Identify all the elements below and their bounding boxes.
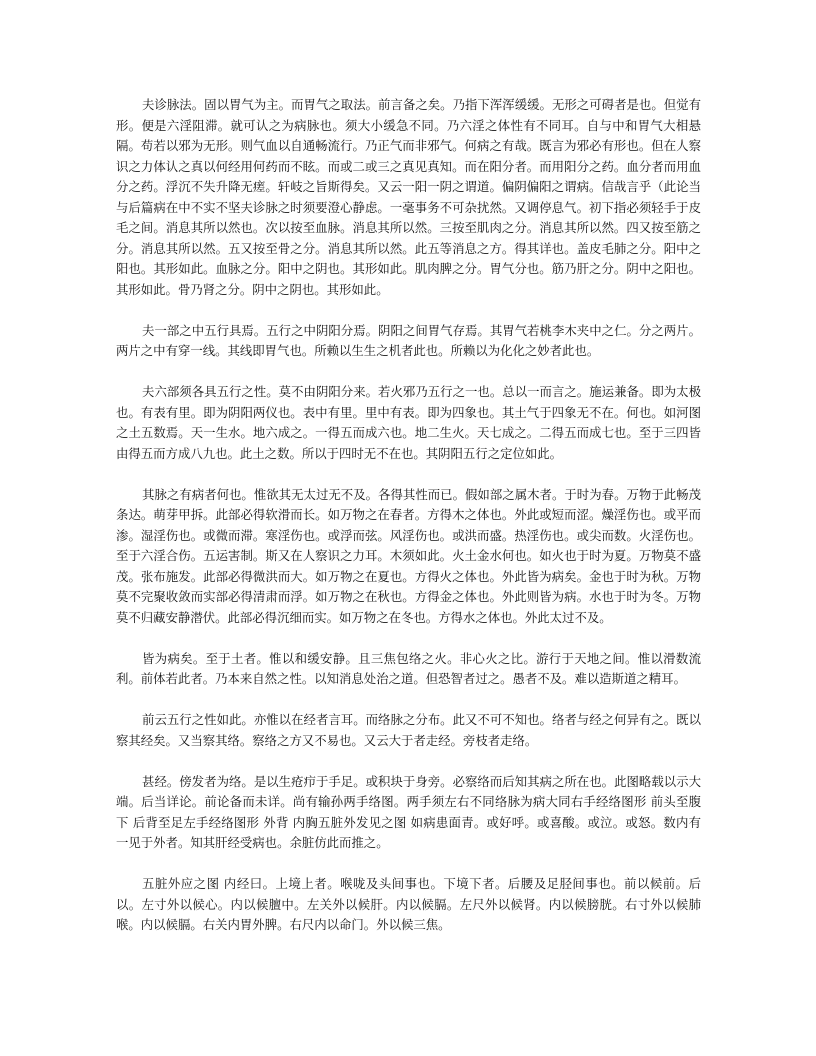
- paragraph-5: 皆为病矣。至于土者。惟以和缓安静。且三焦包络之火。非心火之比。游行于天地之间。惟以滑数流利。前体若此者。乃本来自然之性。以知消息处治之道。但恐智者过之。愚者不及。难以造斯道之精耳。: [116, 650, 701, 686]
- paragraph-1: 夫诊脉法。固以胃气为主。而胃气之取法。前言备之矣。乃指下浑浑缓缓。无形之可碍者是也。但觉有形。便是六淫阻滞。就可认之为病脉也。须大小缓急不同。乃六淫之体性有不同耳。自与中和胃气大相悬隔。苟若以邪为无形。则气血以自通畅流行。乃正气而非邪气。何病之有哉。既言为邪必有形也。但在人察识之力体认之真以何经用何药而不眩。而或二或三之真见真知。而在阳分者。而用阳分之药。血分者而用血分之药。浮沉不失升降无瘥。轩岐之旨斯得矣。又云一阳一阴之谓道。偏阴偏阳之谓病。信哉言乎（此论当与后篇病在中不实不坚夫诊脉之时须要澄心静虑。一毫事务不可杂扰然。又调停息气。初下指必须轻手于皮毛之间。消息其所以然也。次以按至血脉。消息其所以然。三按至肌肉之分。消息其所以然。四又按至筋之分。消息其所以然。五又按至骨之分。消息其所以然。此五等消息之方。得其详也。盖皮毛肺之分。阳中之阳也。其形如此。血脉之分。阳中之阴也。其形如此。肌肉脾之分。胃气分也。筋乃肝之分。阴中之阳也。其形如此。骨乃肾之分。阴中之阴也。其形如此。: [116, 97, 701, 297]
- document-body: [116, 95, 701, 936]
- paragraph-4: 其脉之有病者何也。惟欲其无太过无不及。各得其性而已。假如部之属木者。于时为春。万物于此畅茂条达。萌芽甲拆。此部必得软滑而长。如万物之在春者。方得木之体也。外此或短而涩。燥淫伤也。或平而渗。湿淫伤也。或微而滞。寒淫伤也。或浮而弦。风淫伤也。或洪而盛。热淫伤也。或尖而数。火淫伤也。至于六淫合伤。五运害制。斯又在人察识之力耳。木须如此。火土金水何也。如火也于时为夏。万物莫不盛茂。张布施发。此部必得微洪而大。如万物之在夏也。方得火之体也。外此皆为病矣。金也于时为秋。万物莫不完聚收敛而实部必得清肃而浮。如万物之在秋也。方得金之体也。外此则皆为病。水也于时为冬。万物莫不归藏安静潜伏。此部必得沉细而实。如万物之在冬也。方得水之体也。外此太过不及。: [116, 486, 701, 625]
- paragraph-8: 五脏外应之图 内经曰。上境上者。喉咙及头间事也。下境下者。后腰及足胫间事也。前以候前。后以。左寸外以候心。内以候膻中。左关外以候肝。内以候膈。左尺外以候肾。内以候膀胱。右寸外以候肺喉。内以候膈。右关内胃外脾。右尺内以命门。外以候三焦。: [116, 876, 701, 932]
- paragraph-2: 夫一部之中五行具焉。五行之中阴阳分焉。阴阳之间胃气存焉。其胃气若桃李木夹中之仁。分之两片。两片之中有穿一线。其线即胃气也。所赖以生生之机者此也。所赖以为化化之妙者此也。: [116, 322, 701, 358]
- paragraph-7: 甚经。傍发者为络。是以生疮疖于手足。或积块于身旁。必察络而后知其病之所在也。此图略载以示大端。后当详论。前论备而未详。尚有输孙两手络图。两手须左右不同络脉为病大同右手经络图形 前头至腹下 后背至足左手经络图形 外背 内胸五脏外发见之图 如病患面青。或好呼。或喜酸。或泣。或怒。数内有一见于外者。知其肝经受病也。余脏仿此而推之。: [116, 773, 701, 850]
- paragraph-6: 前云五行之性如此。亦惟以在经者言耳。而络脉之分布。此又不可不知也。络者与经之何异有之。既以察其经矣。又当察其络。察络之方又不易也。又云大于者走经。旁枝者走络。: [116, 712, 701, 748]
- paragraph-3: 夫六部须各具五行之性。莫不由阴阳分来。若火邪乃五行之一也。总以一而言之。施运兼备。即为太极也。有表有里。即为阴阳两仪也。表中有里。里中有表。即为四象也。其土气于四象无不在。何也。如河图之土五数焉。天一生水。地六成之。一得五而成六也。地二生火。天七成之。二得五而成七也。至于三四皆由得五而方成八九也。此土之数。所以于四时无不在也。其阴阳五行之定位如此。: [116, 384, 701, 461]
